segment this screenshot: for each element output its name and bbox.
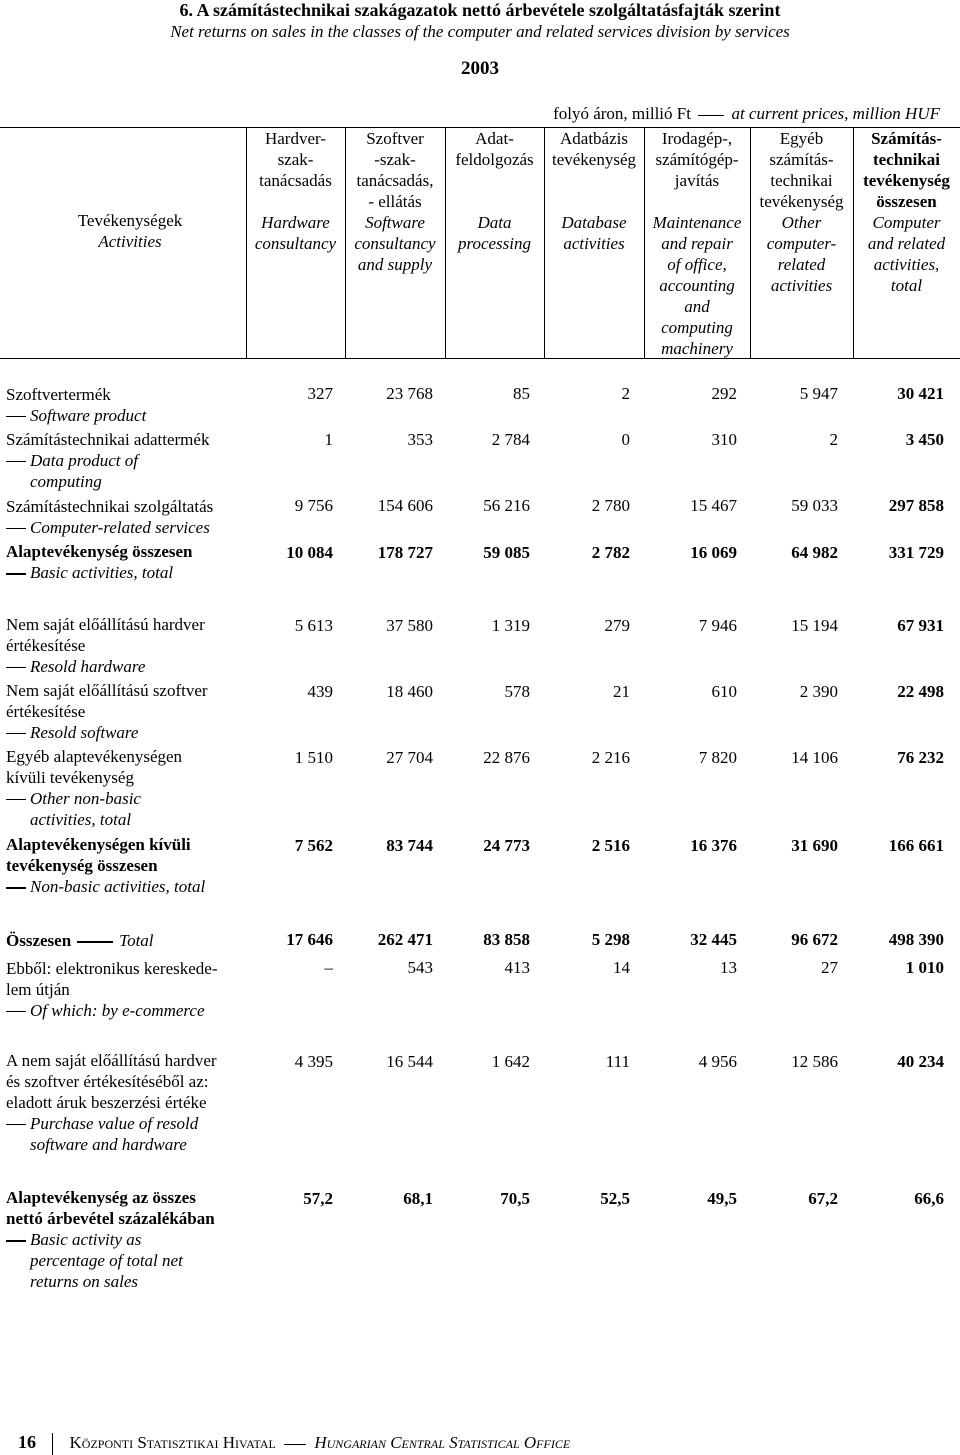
header-column-en-line: processing [457,234,532,253]
row-label-hu: lem útján [6,980,70,999]
unit-hu: folyó áron, millió Ft [553,104,691,123]
row-label-en: percentage of total net [30,1251,183,1270]
table-cell: 262 471 [377,930,433,949]
table-cell: 166 661 [888,836,944,855]
table-cell: 10 084 [286,543,333,562]
row-label-en: Software product [6,405,266,426]
header-column-hu-line: tanácsadás [259,171,332,190]
table-cell: 2 [829,430,838,449]
header-column-hu-line: feldolgozás [455,150,534,169]
header-column-en-line: and related [867,234,946,253]
table-cell: 85 [513,384,530,403]
table-cell: 2 [621,384,630,403]
header-bottom-rule [0,358,960,359]
table-cell: 64 982 [791,543,838,562]
table-cell: 32 445 [690,930,737,949]
header-column-hu-line: - ellátás [368,192,422,211]
table-row [0,748,960,770]
header-activities [40,210,220,252]
header-column-4 [544,128,644,254]
table-cell: 2 782 [591,543,630,562]
header-column-en-line: consultancy [254,234,337,253]
table-cell: 17 646 [286,930,333,949]
table-cell: 178 727 [377,543,433,562]
page-number: 16 [18,1432,36,1452]
table-cell: 7 820 [698,748,737,767]
table-cell: 413 [504,958,530,977]
header-column-hu-line: tevékenység [863,171,950,190]
table-cell: 610 [711,682,737,701]
row-label-hu: tevékenység összesen [6,856,158,875]
header-column-en-line: of office, [667,255,727,274]
table-cell: 310 [711,430,737,449]
table-cell: 5 947 [799,384,838,403]
row-label-hu: kívüli tevékenység [6,768,134,787]
header-activities-en: Activities [98,232,162,251]
header-column-hu-line: Szoftver [366,129,424,148]
header-column-hu-line: Adat- [475,129,514,148]
row-label-en: returns on sales [30,1272,138,1291]
table-cell: 59 085 [483,543,530,562]
table-cell: 83 858 [483,930,530,949]
table-cell: 37 580 [386,616,433,635]
header-column-en-line: consultancy [354,234,436,253]
row-label-en: software and hardware [30,1135,187,1154]
row-label-en: Computer-related services [6,517,266,538]
table-cell: 2 780 [591,496,630,515]
row-label-en: Basic activities, total [6,562,266,583]
table-row [0,1052,960,1074]
table-cell: 3 450 [905,430,944,449]
unit-label [553,104,940,124]
header-column-2 [345,128,445,275]
header-column-5 [644,128,750,359]
header-column-hu-line: számítás- [769,150,834,169]
table-cell: 57,2 [303,1189,333,1208]
table-cell: 76 232 [897,748,944,767]
table-cell: 68,1 [403,1189,433,1208]
table-cell: 1 319 [491,616,530,635]
header-column-en-line: and [684,297,710,316]
table-cell: 498 390 [888,930,944,949]
header-column-hu-line: szak- [277,150,314,169]
header-column-en-line: Software [365,213,425,232]
row-label-hu: A nem saját előállítású hardver [6,1051,217,1070]
table-cell: 279 [604,616,630,635]
table-cell: 2 516 [591,836,630,855]
table-cell: 292 [711,384,737,403]
table-cell: 14 [613,958,630,977]
table-cell: – [324,958,333,977]
table-cell: 56 216 [483,496,530,515]
table-row [0,496,960,518]
row-label-hu: Ebből: elektronikus kereskede- [6,959,218,978]
header-column-en-line: Database [561,213,627,232]
row-label-en: computing [30,472,102,491]
table-cell: 12 586 [791,1052,838,1071]
header-column-hu-line: tevékenység [759,192,844,211]
table-cell: 21 [613,682,630,701]
table-cell: 111 [605,1052,630,1071]
header-column-en-line: and repair [661,234,733,253]
table-cell: 1 010 [905,958,944,977]
table-cell: 18 460 [386,682,433,701]
header-column-hu-line: Adatbázis [560,129,628,148]
row-label-en: Resold software [6,722,266,743]
table-cell: 13 [720,958,737,977]
header-column-7 [853,128,960,296]
table-cell: 2 784 [491,430,530,449]
header-column-en-line: Data [477,213,512,232]
table-cell: 67 931 [897,616,944,635]
table-cell: 7 946 [698,616,737,635]
row-label-hu: Alaptevékenység összesen [6,542,193,561]
header-column-hu-line: technikai [872,150,941,169]
table-cell: 1 510 [294,748,333,767]
table-cell: 1 642 [491,1052,530,1071]
table-cell: 59 033 [791,496,838,515]
table-cell: 331 729 [888,543,944,562]
table-row [0,384,960,406]
table-cell: 67,2 [808,1189,838,1208]
table-cell: 52,5 [600,1189,630,1208]
table-cell: 439 [307,682,333,701]
header-column-en-line: accounting [659,276,735,295]
row-label-hu: Összesen [6,931,72,950]
row-label-hu: értékesítése [6,636,86,655]
row-label-hu: Egyéb alaptevékenységen [6,747,183,766]
row-label-hu: értékesítése [6,702,86,721]
table-row [0,958,960,980]
row-label-en: Of which: by e-commerce [6,1000,266,1021]
header-column-hu-line: Egyéb [779,129,824,148]
footer-org-en: Hungarian Central Statistical Office [314,1433,571,1452]
header-column-hu-line: tevékenység [551,150,637,169]
row-label-en: Basic activity as [6,1229,266,1250]
header-activities-hu: Tevékenységek [77,211,183,230]
header-column-hu-line: technikai [770,171,833,190]
table-row [0,616,960,638]
row-label-hu: nettó árbevétel százalékában [6,1209,215,1228]
row-label-en: Other non-basic [6,788,266,809]
header-column-en-line: Maintenance [652,213,742,232]
header-column-1 [246,128,345,254]
table-cell: 96 672 [791,930,838,949]
header-column-6 [750,128,853,296]
table-row [0,1189,960,1211]
row-label-hu: Alaptevékenység az összes [6,1188,196,1207]
unit-en: at current prices, million HUF [731,104,940,123]
header-column-en-line: Hardware [261,213,330,232]
row-label-hu: Számítástechnikai szolgáltatás [6,497,214,516]
header-column-en-line: activities [563,234,625,253]
row-label-hu: Nem saját előállítású hardver [6,615,205,634]
header-column-hu-line: javítás [674,171,720,190]
header-column-hu-line: Irodagép-, [661,129,733,148]
table-cell: 27 704 [386,748,433,767]
table-cell: 327 [307,384,333,403]
table-cell: 2 390 [799,682,838,701]
header-column-en-line: Other [781,213,822,232]
row-label-hu: Alaptevékenységen kívüli [6,835,191,854]
table-cell: 5 613 [294,616,333,635]
table-cell: 578 [504,682,530,701]
table-cell: 2 216 [591,748,630,767]
table-cell: 353 [407,430,433,449]
header-column-hu-line: számítógép- [655,150,739,169]
table-row [0,682,960,704]
header-column-en-line: activities, [873,255,940,274]
table-cell: 16 069 [690,543,737,562]
header-column-en-line: Computer [872,213,941,232]
table-cell: 154 606 [377,496,433,515]
table-cell: 0 [621,430,630,449]
table-cell: 22 498 [897,682,944,701]
row-label-en: activities, total [30,810,132,829]
header-column-hu-line: Hardver- [264,129,326,148]
row-label-hu: Nem saját előállítású szoftver [6,681,208,700]
table-cell: 30 421 [897,384,944,403]
table-cell: 5 298 [591,930,630,949]
table-title: 6. A számítástechnikai szakágazatok nettó árbevétele szolgáltatásfajták szerint [179,0,781,20]
row-label-hu: Szoftvertermék [6,385,111,404]
table-cell: 9 756 [294,496,333,515]
row-label-hu: Számítástechnikai adattermék [6,430,210,449]
table-cell: 23 768 [386,384,433,403]
table-cell: 70,5 [500,1189,530,1208]
header-column-en-line: computer- [766,234,837,253]
table-cell: 543 [407,958,433,977]
table-row [0,930,960,952]
row-label-hu: és szoftver értékesítéséből az: [6,1072,209,1091]
row-label-en: Resold hardware [6,656,266,677]
table-cell: 4 956 [698,1052,737,1071]
table-cell: 1 [324,430,333,449]
table-cell: 22 876 [483,748,530,767]
row-label-hu: eladott áruk beszerzési értéke [6,1093,207,1112]
table-subtitle: Net returns on sales in the classes of the computer and related services division by services [170,22,790,41]
footer-org-hu: Központi Statisztikai Hivatal [69,1433,276,1452]
header-column-3 [445,128,544,254]
table-cell: 83 744 [386,836,433,855]
table-cell: 66,6 [914,1189,944,1208]
header-column-hu-line: Számítás- [871,129,942,148]
table-cell: 27 [821,958,838,977]
page-footer [18,1432,570,1455]
row-label-en: Purchase value of resold [6,1113,266,1134]
row-label-en: Total [119,931,154,950]
header-column-hu-line: tanácsadás, [356,171,434,190]
table-cell: 7 562 [294,836,333,855]
table-row [0,543,960,565]
header-column-en-line: and supply [357,255,433,274]
table-cell: 15 194 [791,616,838,635]
table-year: 2003 [461,58,499,79]
row-label-en: Non-basic activities, total [6,876,266,897]
header-column-en-line: total [890,276,923,295]
table-cell: 16 376 [690,836,737,855]
row-label-en: Data product of [6,450,266,471]
table-cell: 31 690 [791,836,838,855]
table-row [0,836,960,858]
table-cell: 40 234 [897,1052,944,1071]
header-column-en-line: machinery [661,339,733,358]
table-cell: 24 773 [483,836,530,855]
table-cell: 16 544 [386,1052,433,1071]
table-cell: 49,5 [707,1189,737,1208]
header-column-en-line: computing [661,318,733,337]
table-row [0,430,960,452]
table-cell: 4 395 [294,1052,333,1071]
header-column-hu-line: összesen [876,192,937,211]
table-cell: 297 858 [888,496,944,515]
header-column-en-line: related [777,255,826,274]
header-column-en-line: activities [770,276,833,295]
table-cell: 15 467 [690,496,737,515]
table-cell: 14 106 [791,748,838,767]
header-column-hu-line: -szak- [374,150,416,169]
